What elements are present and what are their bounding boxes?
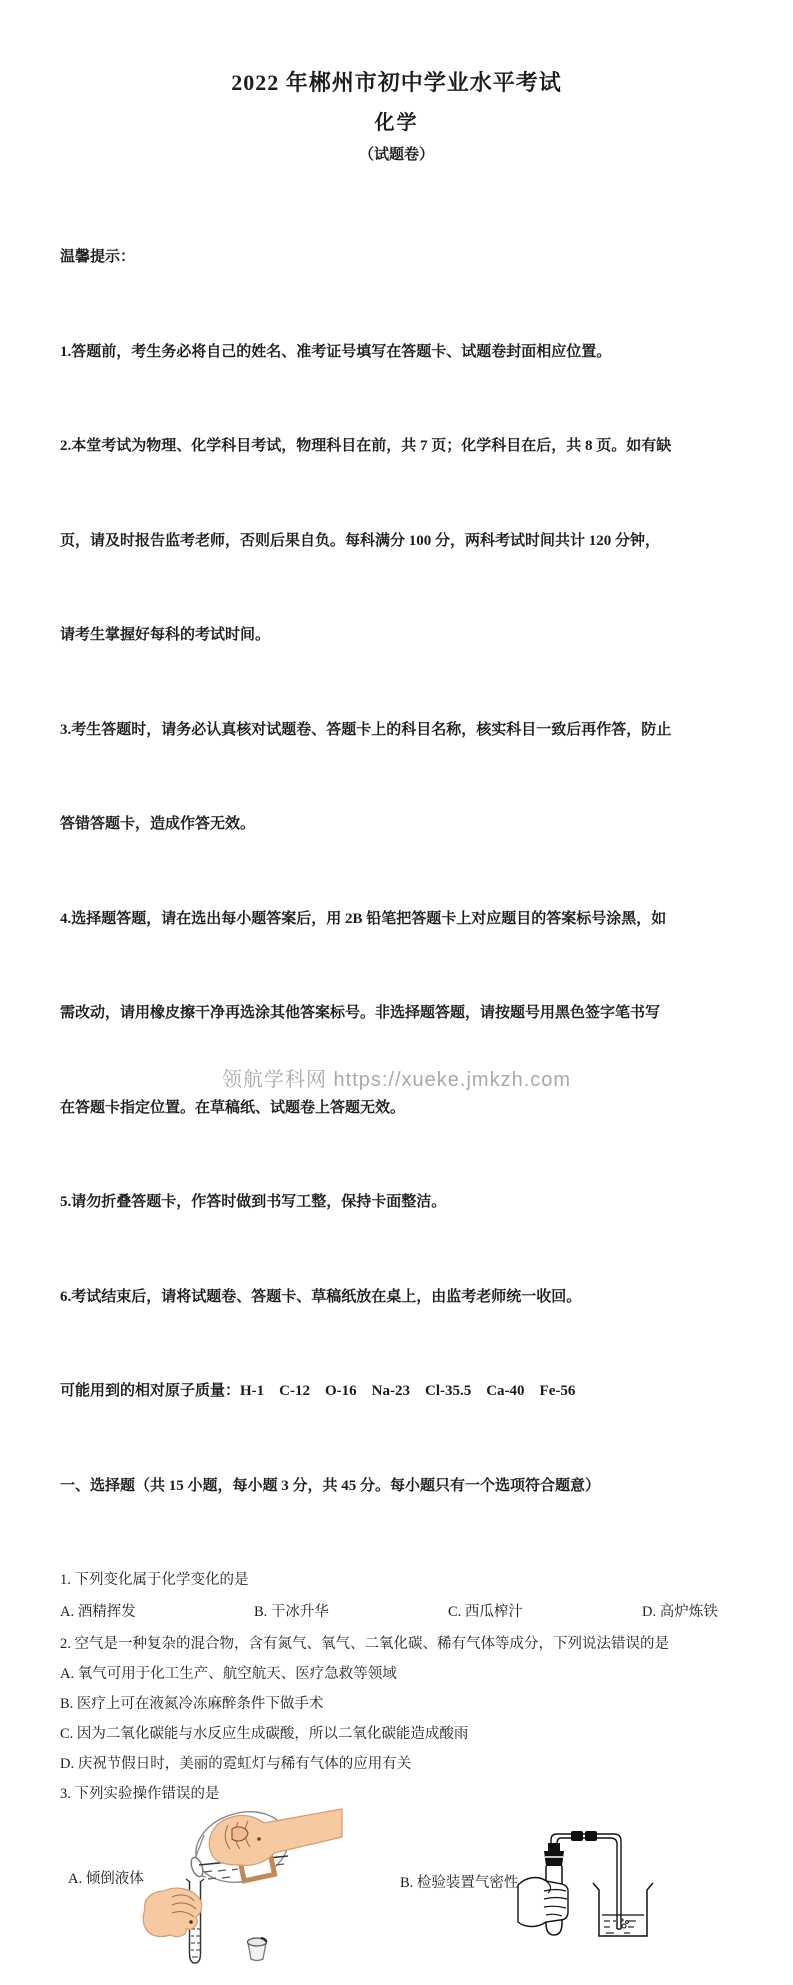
gas-tightness-check-figure <box>518 1823 708 1973</box>
section-heading: 一、选择题（共 15 小题，每小题 3 分，共 45 分。每小题只有一个选项符合题意） <box>60 1477 601 1494</box>
beaker-water-dashes <box>604 1921 636 1933</box>
option-2b: B. 医疗上可在液氮冷冻麻醉条件下做手术 <box>60 1696 324 1712</box>
site-watermark: 领航学科网 https://xueke.jmkzh.com <box>221 1069 572 1091</box>
question-3-figures <box>0 1809 793 1985</box>
notice-block <box>60 179 736 1565</box>
option-3a-caption: A. 倾倒液体 <box>68 1871 144 1887</box>
question-3-stem: 3. 下列实验操作错误的是 <box>60 1786 220 1802</box>
option-1c: C. 西瓜榨汁 <box>448 1604 523 1620</box>
notice-line: 3.考生答题时，请务必认真核对试题卷、答题卡上的科目名称，核实科目一致后再作答，防止 <box>60 721 672 738</box>
question-1-stem: 1. 下列变化属于化学变化的是 <box>60 1572 249 1588</box>
questions-block <box>60 1565 753 1809</box>
notice-line: 6.考试结束后，请将试题卷、答题卡、草稿纸放在桌上，由监考老师统一收回。 <box>60 1288 582 1305</box>
question-1-options <box>60 1597 753 1627</box>
tube-connector <box>571 1831 597 1841</box>
option-2d: D. 庆祝节假日时，美丽的霓虹灯与稀有气体的应用有关 <box>60 1756 412 1772</box>
notice-line: 页，请及时报告监考老师，否则后果自负。每科满分 100 分，两科考试时间共计 120 分钟， <box>60 532 661 549</box>
gripping-hand <box>518 1878 568 1927</box>
notice-line: 2.本堂考试为物理、化学科目考试，物理科目在前，共 7 页；化学科目在后，共 8 页。如有缺 <box>60 438 672 454</box>
notice-heading: 温馨提示： <box>60 249 136 265</box>
exam-subject: 化学 <box>374 112 419 134</box>
stopper <box>248 1938 267 1961</box>
exam-title: 2022 年郴州市初中学业水平考试 <box>231 70 562 95</box>
option-2a: A. 氧气可用于化工生产、航空航天、医疗急救等领域 <box>60 1666 397 1682</box>
question-2-stem: 2. 空气是一种复杂的混合物，含有氮气、氧气、二氧化碳、稀有气体等成分，下列说法错误的是 <box>60 1636 669 1652</box>
notice-line: 答错答题卡，造成作答无效。 <box>60 816 256 832</box>
option-2c: C. 因为二氧化碳能与水反应生成碳酸，所以二氧化碳能造成酸雨 <box>60 1726 469 1742</box>
notice-line: 需改动，请用橡皮擦干净再选涂其他答案标号。非选择题答题，请按题号用黑色签字笔书写 <box>60 1005 661 1021</box>
option-1a: A. 酒精挥发 <box>60 1604 136 1620</box>
notice-line: 1.答题前，考生务必将自己的姓名、准考证号填写在答题卡、试题卷封面相应位置。 <box>60 343 612 360</box>
notice-line: 4.选择题答题，请在选出每小题答案后，用 2B 铅笔把答题卡上对应题目的答案标号涂黑，如 <box>60 910 667 927</box>
option-3b-caption: B. 检验装置气密性 <box>400 1875 519 1891</box>
bubbles <box>621 1919 629 1928</box>
option-1d: D. 高炉炼铁 <box>642 1604 718 1620</box>
notice-line: 5.请勿折叠答题卡，作答时做到书写工整，保持卡面整洁。 <box>60 1194 447 1210</box>
pouring-liquid-figure <box>142 1809 342 1985</box>
notice-line: 请考生掌握好每科的考试时间。 <box>60 627 271 643</box>
notice-line: 在答题卡指定位置。在草稿纸、试题卷上答题无效。 <box>60 1099 406 1116</box>
option-1b: B. 干冰升华 <box>254 1604 329 1620</box>
atomic-masses-line: 可能用到的相对原子质量：H-1 C-12 O-16 Na-23 Cl-35.5 Ca-40 Fe-56 <box>60 1383 576 1399</box>
tube-stopper <box>544 1843 564 1866</box>
paper-type-label: （试题卷） <box>358 147 434 163</box>
